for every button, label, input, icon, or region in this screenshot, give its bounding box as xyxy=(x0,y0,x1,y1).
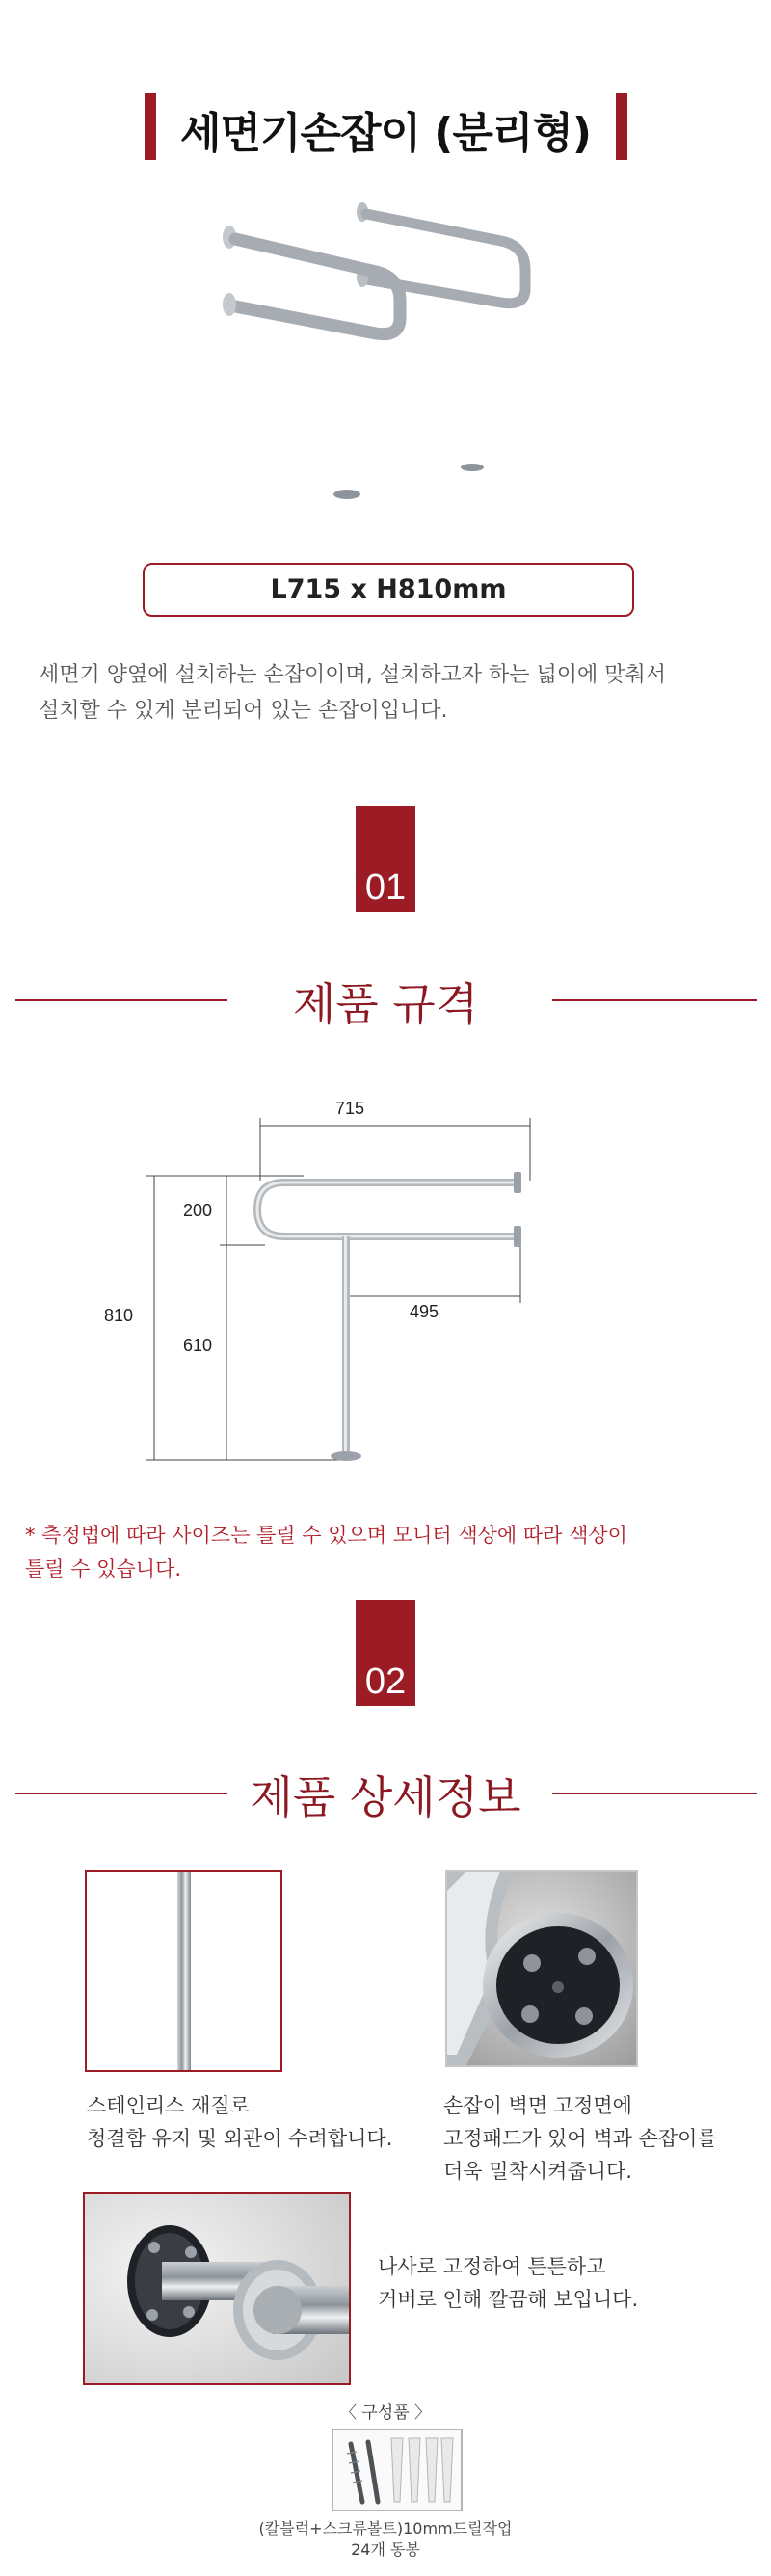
components-desc-line-2: 24개 동봉 xyxy=(351,2540,420,2559)
notice-line-1: * 측정법에 따라 사이즈는 틀릴 수 있으며 모니터 색상에 따라 색상이 xyxy=(25,1524,627,1547)
page-header xyxy=(0,93,771,160)
detail3-caption-line-1: 나사로 고정하여 튼튼하고 xyxy=(378,2255,606,2278)
detail-image-stainless xyxy=(85,1870,282,2072)
notice-line-2: 틀릴 수 있습니다. xyxy=(25,1557,182,1580)
product-description-line-1: 세면기 양옆에 설치하는 손잡이이며, 설치하고자 하는 넓이에 맞춰서 xyxy=(39,663,667,687)
dimension-diagram xyxy=(96,1089,559,1474)
front-grab-bar xyxy=(223,226,400,499)
detail2-caption-line-1: 손잡이 벽면 고정면에 xyxy=(443,2094,632,2117)
product-hero-image xyxy=(193,193,598,540)
title-accent-bar-right xyxy=(616,93,627,160)
dim-top-height: 200 xyxy=(183,1201,213,1220)
section-number-02: 02 xyxy=(356,1600,415,1706)
section-title-details: 제품 상세정보 xyxy=(250,1771,521,1823)
components-label: 〈 구성품 〉 xyxy=(339,2403,432,2423)
dim-lower-height: 610 xyxy=(183,1336,213,1355)
product-description-line-2: 설치할 수 있게 분리되어 있는 손잡이입니다. xyxy=(39,699,448,723)
grab-bar-drawing xyxy=(257,1172,521,1461)
dim-inner-length: 495 xyxy=(410,1302,439,1321)
detail1-caption-line-1: 스테인리스 재질로 xyxy=(87,2094,250,2117)
page-title: 세면기손잡이 (분리형) xyxy=(179,109,592,158)
dim-total-length: 715 xyxy=(335,1099,365,1118)
size-badge: L715 x H810mm xyxy=(143,563,634,617)
dim-total-height: 810 xyxy=(104,1306,134,1325)
components-image xyxy=(332,2429,463,2511)
section-title-spec: 제품 규격 xyxy=(292,978,479,1030)
screws-and-anchors-icon xyxy=(333,2430,461,2510)
detail-image-wall-pad xyxy=(445,1870,638,2067)
detail1-caption-line-2: 청결함 유지 및 외관이 수려합니다. xyxy=(87,2127,393,2150)
detail2-caption-line-3: 더욱 밀착시켜줍니다. xyxy=(443,2160,632,2183)
section-number-01: 01 xyxy=(356,806,415,912)
detail2-caption-line-2: 고정패드가 있어 벽과 손잡이를 xyxy=(443,2127,717,2150)
detail3-caption-line-2: 커버로 인해 깔끔해 보입니다. xyxy=(378,2288,639,2311)
detail-image-mounting xyxy=(83,2192,351,2385)
components-desc-line-1: (칼블럭+스크류볼트)10mm드릴작업 xyxy=(258,2519,513,2537)
